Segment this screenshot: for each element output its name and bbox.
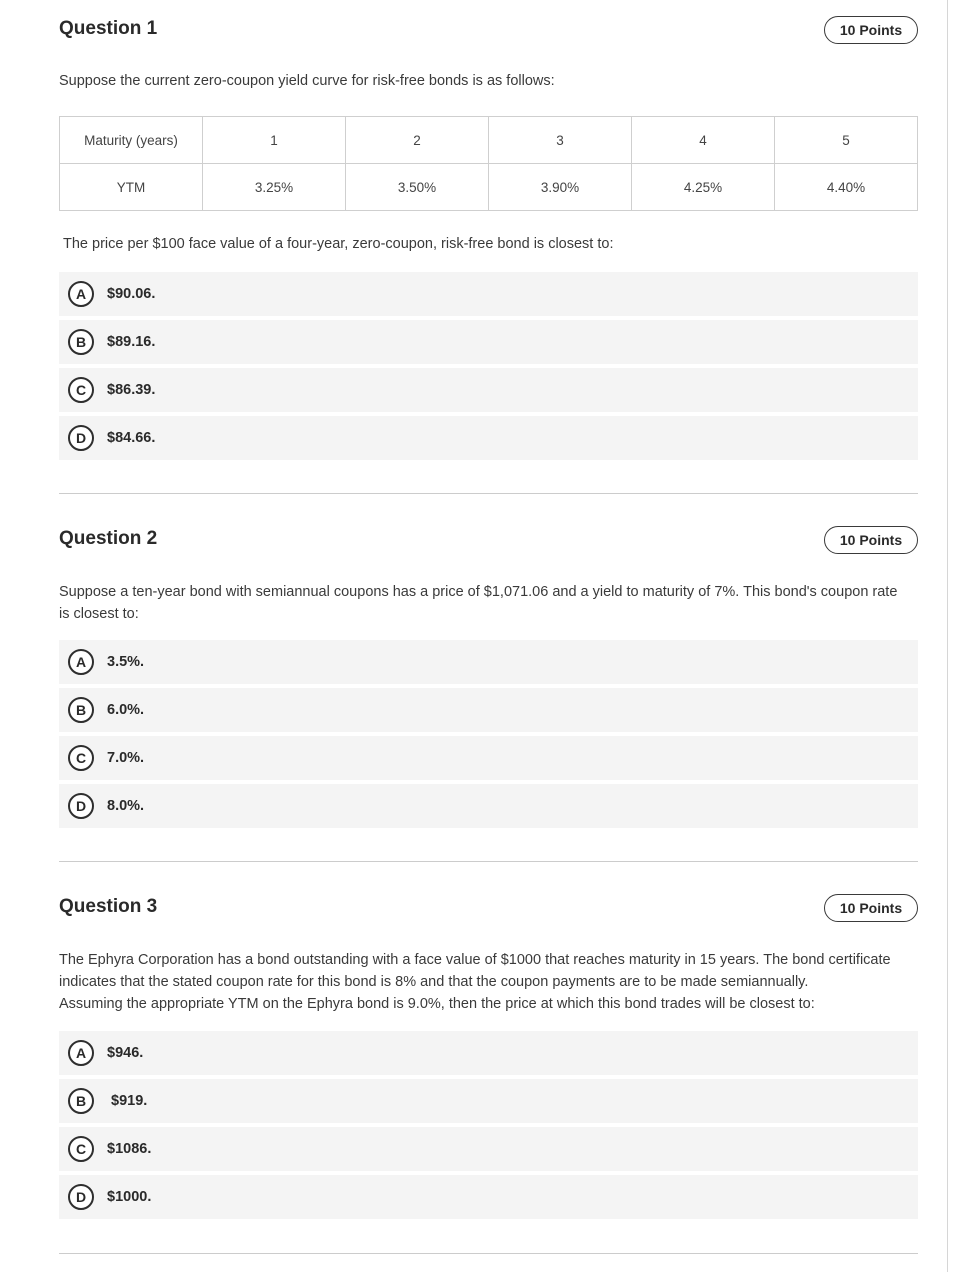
question-prompt [59,581,918,625]
option-a[interactable] [59,1031,918,1075]
table-header-cell: YTM [60,164,203,211]
question-title: Question 2 [59,528,158,549]
option-a[interactable] [59,640,918,684]
question-title: Question 3 [59,896,158,917]
table-cell: 5 [775,117,918,164]
option-text: $946. [107,1045,144,1061]
option-c[interactable] [59,368,918,412]
answer-options [59,272,918,464]
question-intro: Suppose the current zero-coupon yield curve for risk-free bonds is as follows: [59,73,555,89]
option-b[interactable] [59,320,918,364]
section-divider [59,1253,918,1254]
prompt-line: indicates that the stated coupon rate for this bond is 8% and that the coupon payments are to be made semiannually. [59,974,809,990]
option-text: $90.06. [107,286,156,302]
option-letter-d: D [68,1184,94,1210]
points-badge: 10 Points [824,526,918,554]
option-letter-d: D [68,793,94,819]
option-c[interactable] [59,1127,918,1171]
answer-options [59,1031,918,1223]
table-header-cell: Maturity (years) [60,117,203,164]
option-text: 7.0%. [107,750,145,766]
option-letter-c: C [68,1136,94,1162]
question-header [59,16,918,46]
table-cell: 3 [489,117,632,164]
option-d[interactable] [59,784,918,828]
prompt-line: is closest to: [59,606,139,622]
option-text: 6.0%. [107,702,145,718]
table-row-maturity [60,117,918,164]
table-cell: 3.50% [346,164,489,211]
table-cell: 3.90% [489,164,632,211]
question-prompt [59,949,918,1015]
option-letter-a: A [68,281,94,307]
prompt-line: Assuming the appropriate YTM on the Ephyra bond is 9.0%, then the price at which this bond trades will be closest to: [59,996,815,1012]
option-letter-b: B [68,329,94,355]
question-2 [59,526,918,814]
question-prompt: The price per $100 face value of a four-year, zero-coupon, risk-free bond is closest to: [63,236,614,252]
table-cell: 2 [346,117,489,164]
scrollbar-track[interactable] [947,0,948,1272]
option-text: $1000. [107,1189,152,1205]
option-text: $84.66. [107,430,156,446]
option-a[interactable] [59,272,918,316]
points-badge: 10 Points [824,894,918,922]
option-text: 8.0%. [107,798,145,814]
table-cell: 4.40% [775,164,918,211]
option-text: $86.39. [107,382,156,398]
option-b[interactable] [59,1079,918,1123]
table-cell: 3.25% [203,164,346,211]
prompt-line: The Ephyra Corporation has a bond outstanding with a face value of $1000 that reaches maturity in 15 years. The bond certificate [59,952,891,968]
option-letter-b: B [68,1088,94,1114]
option-text: $1086. [107,1141,152,1157]
question-1 [59,16,918,446]
table-cell: 4.25% [632,164,775,211]
option-text: $89.16. [107,334,156,350]
option-d[interactable] [59,1175,918,1219]
option-text: $919. [107,1093,148,1109]
question-header [59,526,918,556]
option-letter-d: D [68,425,94,451]
option-c[interactable] [59,736,918,780]
prompt-line: Suppose a ten-year bond with semiannual coupons has a price of $1,071.06 and a yield to maturity of 7%. This bond's coupon rate [59,584,898,600]
question-3 [59,894,918,1205]
option-letter-c: C [68,377,94,403]
option-letter-b: B [68,697,94,723]
section-divider [59,493,918,494]
option-letter-c: C [68,745,94,771]
question-title: Question 1 [59,18,158,39]
option-d[interactable] [59,416,918,460]
option-b[interactable] [59,688,918,732]
points-badge: 10 Points [824,16,918,44]
answer-options [59,640,918,832]
option-letter-a: A [68,1040,94,1066]
section-divider [59,861,918,862]
yield-curve-table [59,116,918,211]
table-cell: 4 [632,117,775,164]
question-header [59,894,918,924]
option-letter-a: A [68,649,94,675]
option-text: 3.5%. [107,654,145,670]
table-row-ytm [60,164,918,211]
table-cell: 1 [203,117,346,164]
